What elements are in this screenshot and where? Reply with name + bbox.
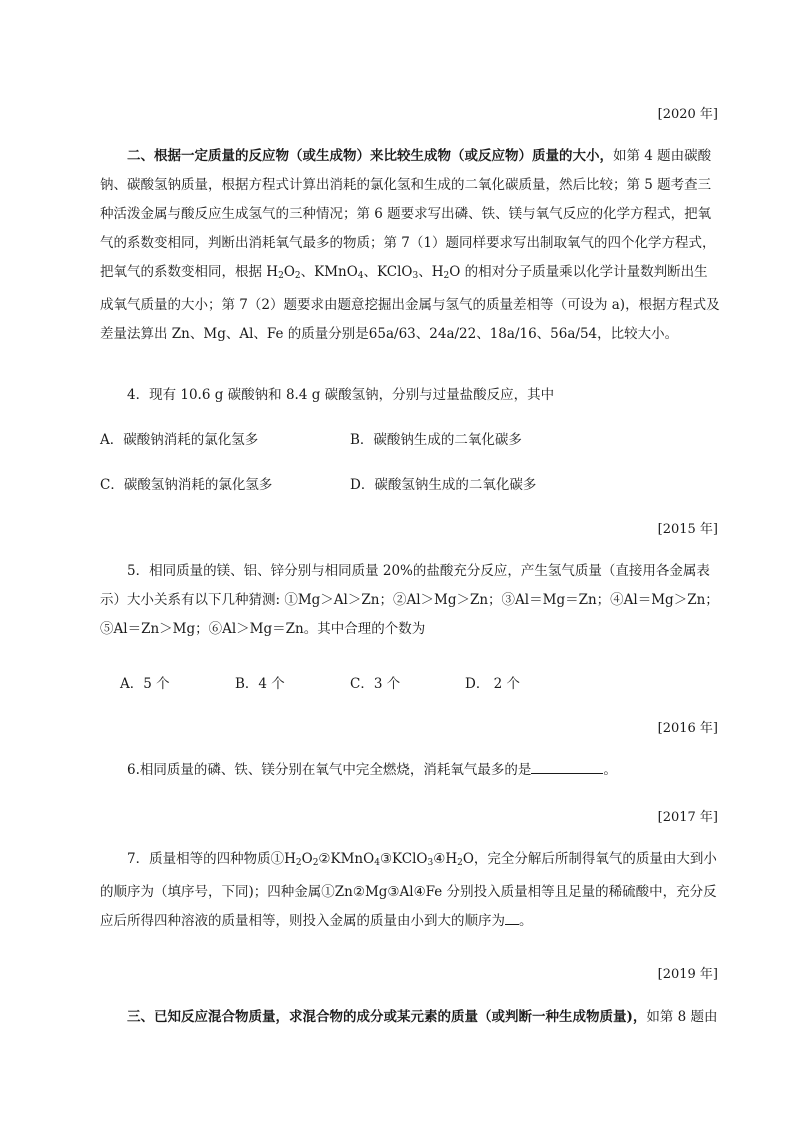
question-7-answer-blank[interactable] [505, 910, 519, 925]
year-tag-2019: [2019 年] [657, 967, 718, 982]
question-5-option-c: C．3 个 [350, 676, 401, 692]
question-6-stem: 6.相同质量的磷、铁、镁分别在氧气中完全燃烧，消耗氧气最多的是 [127, 762, 532, 778]
section-2-heading: 二、根据一定质量的反应物（或生成物）来比较生成物（或反应物）质量的大小， [127, 148, 613, 164]
question-4-stem: 4．现有 10.6 g 碳酸钠和 8.4 g 碳酸氢钠，分别与过量盐酸反应，其中 [127, 387, 555, 403]
question-6-answer-blank[interactable] [531, 759, 603, 774]
question-4-option-c: C．碳酸氢钠消耗的氯化氢多 [100, 477, 273, 493]
question-4-options-row-2 [100, 473, 720, 493]
year-tag-2016: [2016 年] [657, 721, 718, 736]
section-2-paragraph: 二、根据一定质量的反应物（或生成物）来比较生成物（或反应物）质量的大小，如第 4 题由碳酸钠、碳酸氢钠质量，根据方程式计算出消耗的氯化氢和生成的二氧化碳质量，然后比较；第 5 题考查三种活泼金属与酸反应生成氢气的三种情况；第 6 题要求写出磷、铁、镁与氧气反应的化学方程式，把氧气的系数变相同，判断出消耗氧气最多的物质；第 7（1）题同样要求写出制取氧气的四个化学方程式，把氧气的系数变相同，根据 $H_2O_2$、KMnO$_4$、KClO$_3$、$H_2O$ 的相对分子质量乘以化学计量数判断出生成氧气质量的大小；第 7（2）题要求由题意挖掘出金属与氢气的质量差相等（可设为 a)，根据方程式及差量法算出 Zn、Mg、Al、Fe 的质量分别是65a/63、24a/22、18a/16、56a/54，比较大小。 [100, 148, 720, 342]
section-3-heading: 三、已知反应混合物质量，求混合物的成分或某元素的质量（或判断一种生成物质量)， [127, 1009, 647, 1025]
section-2-text-1: 如第 4 题由碳酸钠、碳酸氢钠质量，根据方程式计算出消耗的氯化氢和生成的二氧化碳质量，然后比较；第 5 题考查三种活泼金属与酸反应生成氢气的三种情况；第 6 题要求写出磷、铁、镁与氧气反应的化学方程式，把氧气的系数变相同，判断出消耗氧气最多的物质；第 7（1）题同样要求写出制取氧气的四个化学方程式，把氧气的系数变相同，根据 [100, 148, 716, 280]
question-4-options-row-1 [100, 428, 720, 448]
question-4-option-b: B．碳酸钠生成的二氧化碳多 [350, 432, 522, 448]
year-tag-2017: [2017 年] [657, 810, 718, 825]
question-4-option-a: A．碳酸钠消耗的氯化氢多 [100, 432, 259, 448]
question-5-options [100, 672, 720, 692]
year-tag-2020: [2020 年] [657, 107, 718, 122]
question-5-option-d: D． 2 个 [465, 676, 520, 692]
question-7-paragraph: 7．质量相等的四种物质$①H_2O_2②KMnO_4③KClO_3④H_2O$，完全分解后所制得氧气的质量由大到小的顺序为（填序号，下同)；四种金属①Zn②Mg③Al④Fe 分别投入质量相等且足量的稀硫酸中，充分反应后所得四种溶液的质量相等，则投入金属的质量由小到大的顺序为 。 [100, 851, 717, 929]
year-tag-2015: [2015 年] [657, 522, 718, 537]
question-4-option-d: D．碳酸氢钠生成的二氧化碳多 [350, 477, 537, 493]
section-2-text-2: O 的相对分子质量乘以化学计量数判断出生成氧气质量的大小；第 7（2）题要求由题意挖掘出金属与氢气的质量差相等（可设为 a)，根据方程式及差量法算出 Zn、Mg、Al、Fe 的质量分别是65a/63、24a/22、18a/16、56a/54，比较大小。 [100, 264, 720, 342]
section-3-paragraph [100, 1003, 720, 1032]
question-6-paragraph: 6.相同质量的磷、铁、镁分别在氧气中完全燃烧，消耗氧气最多的是 。 [100, 756, 720, 785]
section-3-text: 如第 8 题由 [646, 1009, 718, 1025]
question-5-option-b: B．4 个 [235, 676, 285, 692]
question-5-option-a: A．5 个 [120, 676, 170, 692]
question-5-stem: 5．相同质量的镁、铝、锌分别与相同质量 20%的盐酸充分反应，产生氢气质量（直接用各金属表示）大小关系有以下几种猜测: ①Mg＞Al＞Zn；②Al＞Mg＞Zn；③Al＝Mg＝Zn；④Al＝Mg＞Zn；⑤Al＝Zn＞Mg；⑥Al＞Mg＝Zn。其中合理的个数为 [100, 563, 719, 637]
